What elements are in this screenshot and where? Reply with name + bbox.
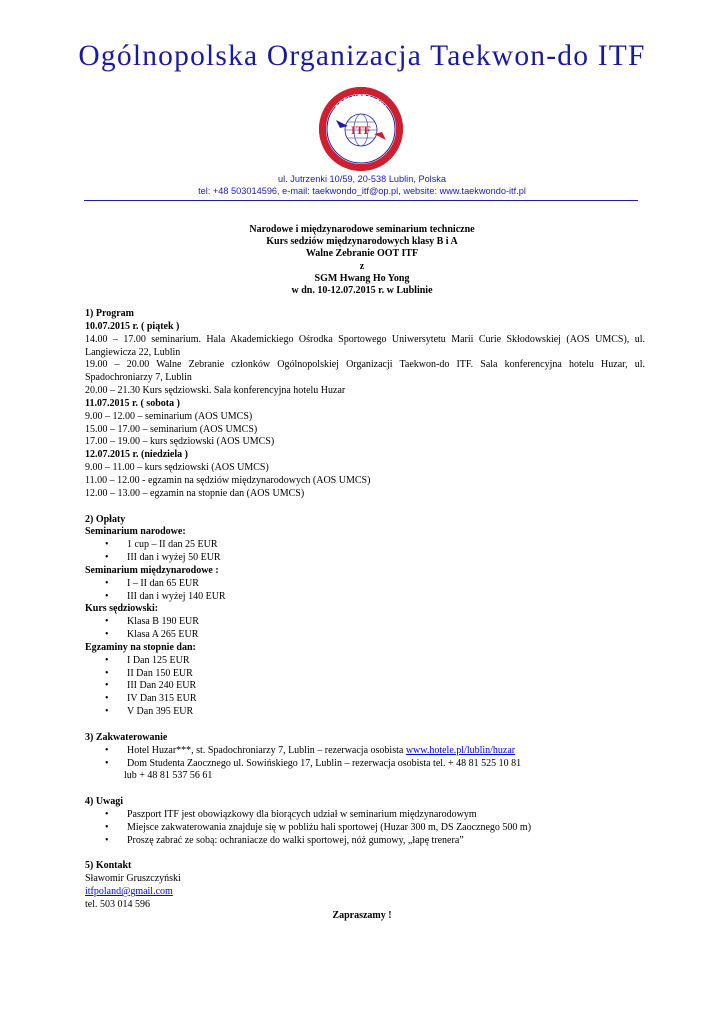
- lodging-list: [85, 745, 645, 771]
- note-item: • Miejsce zakwaterowania znajduje się w pobliżu hali sportowej (Huzar 300 m, DS Zaocznego 500 m): [85, 822, 645, 835]
- contact-phone: tel. 503 014 596: [85, 898, 150, 910]
- event-line: SGM Hwang Ho Yong: [314, 272, 410, 284]
- program-item: 12.00 – 13.00 – egzamin na stopnie dan (AOS UMCS): [85, 487, 305, 499]
- organization-title: Ogólnopolska Organizacja Taekwon-do ITF: [78, 40, 646, 72]
- fee-group-title: Kurs sędziowski:: [85, 603, 159, 615]
- fee-list: [85, 539, 645, 565]
- logo-ring-bottom-text: ORGANIZACJA TAEKWON-DO: [329, 140, 393, 165]
- fee-item: • Klasa B 190 EUR: [85, 616, 645, 629]
- lodging-item: [85, 745, 645, 758]
- program-item: 20.00 – 21.30 Kurs sędziowski. Sala konferencyjna hotelu Huzar: [85, 385, 346, 397]
- fee-item: • V Dan 395 EUR: [85, 706, 645, 719]
- section-heading-lodging: 3) Zakwaterowanie: [85, 731, 168, 743]
- fee-list: [85, 655, 645, 719]
- event-line: w dn. 10-12.07.2015 r. w Lublinie: [291, 285, 433, 297]
- fee-item: • I – II dan 65 EUR: [85, 578, 645, 591]
- fee-item: • II Dan 150 EUR: [85, 668, 645, 681]
- closing-text: Zapraszamy !: [332, 910, 392, 921]
- program-item: 9.00 – 12.00 – seminarium (AOS UMCS): [85, 410, 253, 422]
- fee-item: • III dan i wyżej 140 EUR: [85, 591, 645, 604]
- event-heading: [0, 224, 724, 297]
- section-heading-contact: 5) Kontakt: [85, 860, 132, 872]
- note-item: • Paszport ITF jest obowiązkowy dla biorących udział w seminarium międzynarodowym: [85, 809, 645, 822]
- fee-item: • III Dan 240 EUR: [85, 680, 645, 693]
- fee-item: • 1 cup – II dan 25 EUR: [85, 539, 645, 552]
- section-heading-notes: 4) Uwagi: [85, 796, 124, 808]
- lodging-item-text: Hotel Huzar***, st. Spadochroniarzy 7, Lublin – rezerwacja osobista: [127, 744, 406, 756]
- fee-item: • I Dan 125 EUR: [85, 655, 645, 668]
- note-item: • Proszę zabrać ze sobą: ochraniacze do walki sportowej, nóż gumowy, „łapę trenera”: [85, 835, 645, 848]
- fee-item: • Klasa A 265 EUR: [85, 629, 645, 642]
- address-line: ul. Jutrzenki 10/59, 20-538 Lublin, Polska: [277, 174, 447, 184]
- fee-group-title: Seminarium międzynarodowe :: [85, 564, 219, 576]
- event-line: Kurs sedziów międzynarodowych klasy B i A: [266, 236, 458, 248]
- lodging-item-continuation: lub + 48 81 537 56 61: [124, 770, 213, 782]
- event-line: Narodowe i międzynarodowe seminarium techniczne: [249, 224, 475, 235]
- fee-list: [85, 578, 645, 604]
- fee-item: • III dan i wyżej 50 EUR: [85, 552, 645, 565]
- program-item: 11.00 – 12.00 - egzamin na sędziów międzynarodowych (AOS UMCS): [85, 474, 371, 486]
- program-item: 9.00 – 11.00 – kurs sędziowski (AOS UMCS): [85, 462, 269, 474]
- program-day-title: 12.07.2015 r. (niedziela ): [85, 449, 188, 461]
- program-item: 19.00 – 20.00 Walne Zebranie członków Ogólnopolskiej Organizacji Taekwon-do ITF. Sala konferencyjna hotelu Huzar, ul. Spadochroniarzy 7, Lublin: [85, 359, 645, 384]
- logo-center-text: ITF: [350, 123, 372, 137]
- itf-logo-icon: [318, 86, 404, 172]
- contact-email-link[interactable]: itfpoland@gmail.com: [85, 885, 173, 897]
- logo-ring-top-text: OGÓLNOPOLSKA: [333, 93, 389, 112]
- program-item: 17.00 – 19.00 – kurs sędziowski (AOS UMCS): [85, 436, 275, 448]
- program-day-title: 10.07.2015 r. ( piątek ): [85, 320, 180, 332]
- notes-list: [85, 809, 645, 848]
- event-line: Walne Zebranie OOT ITF: [305, 248, 419, 260]
- section-heading-fees: 2) Opłaty: [85, 513, 126, 525]
- hotel-link[interactable]: www.hotele.pl/lublin/huzar: [405, 744, 516, 756]
- fee-list: [85, 616, 645, 642]
- program-day-title: 11.07.2015 r. ( sobota ): [85, 397, 180, 409]
- section-heading-program: 1) Program: [85, 308, 134, 319]
- document-body: [85, 308, 645, 912]
- fee-group-title: Egzaminy na stopnie dan:: [85, 641, 196, 653]
- contact-name: Sławomir Gruszczyński: [85, 873, 181, 885]
- program-item: 14.00 – 17.00 seminarium. Hala Akademickiego Ośrodka Sportowego Uniwersytetu Marii Curie Skłodowskiej (AOS UMCS), ul. Langiewicza 22, Lublin: [85, 333, 645, 358]
- fee-group-title: Seminarium narodowe:: [85, 526, 186, 538]
- contact-line: tel: +48 503014596, e-mail: taekwondo_itf@op.pl, website: www.taekwondo-itf.pl: [198, 186, 526, 196]
- fee-item: • IV Dan 315 EUR: [85, 693, 645, 706]
- header-divider: [84, 200, 638, 201]
- program-item: 15.00 – 17.00 – seminarium (AOS UMCS): [85, 423, 258, 435]
- lodging-item: • Dom Studenta Zaocznego ul. Sowińskiego 17, Lublin – rezerwacja osobista tel. + 48 81 525 10 81: [85, 758, 645, 771]
- event-line: z: [359, 260, 365, 272]
